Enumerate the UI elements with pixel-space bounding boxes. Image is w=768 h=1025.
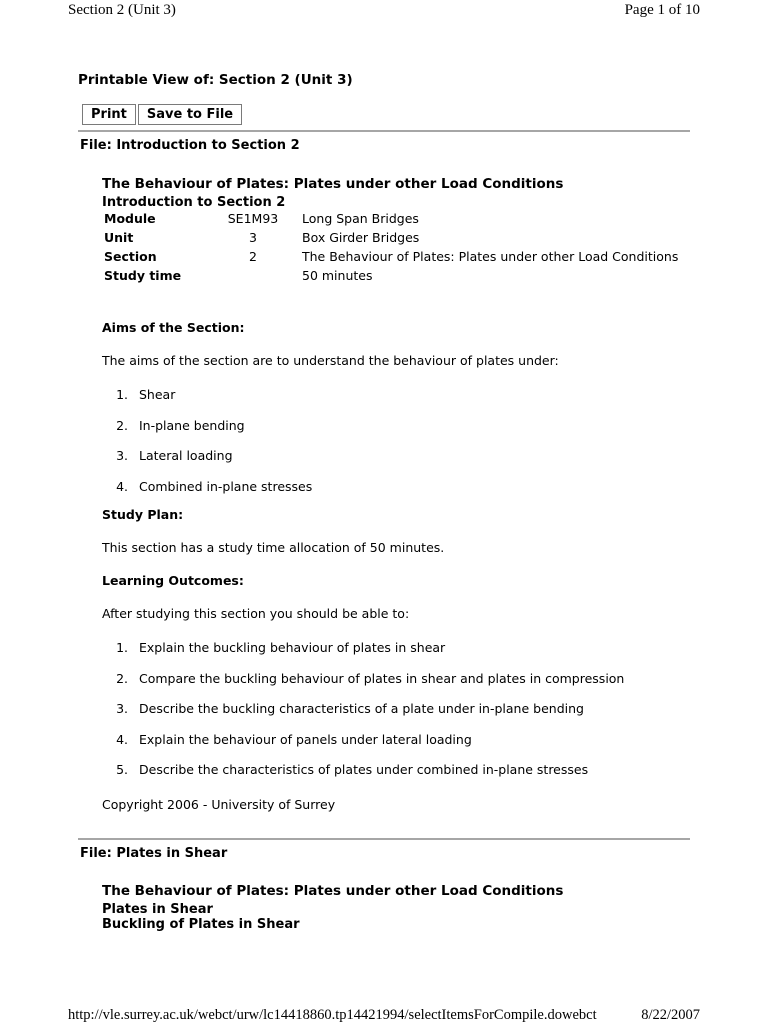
print-header-title: Section 2 (Unit 3)	[68, 2, 176, 18]
print-header	[68, 0, 700, 20]
print-button[interactable]: Print	[82, 104, 136, 125]
list-text: Lateral loading	[139, 448, 233, 463]
list-number: 2.	[116, 417, 128, 433]
file-intro-content	[102, 176, 702, 287]
study-plan-heading: Study Plan:	[102, 507, 184, 522]
document-subtitle: Plates in Shear	[102, 902, 213, 917]
meta-code: 2	[249, 249, 257, 264]
divider	[78, 130, 690, 132]
learning-outcomes-list	[102, 640, 702, 793]
action-buttons	[82, 103, 244, 125]
meta-code: 3	[249, 230, 257, 245]
meta-value: Long Span Bridges	[302, 211, 419, 226]
list-text: Combined in-plane stresses	[139, 478, 313, 494]
meta-code: SE1M93	[227, 211, 279, 226]
list-text: Shear	[139, 387, 176, 402]
print-footer-url: http://vle.surrey.ac.uk/webct/urw/lc14418860.tp14421994/selectItemsForCompile.dowebct	[68, 1007, 597, 1023]
list-text: Describe the characteristics of plates under combined in-plane stresses	[139, 762, 589, 777]
module-info-table	[104, 211, 678, 287]
meta-key: Module	[104, 211, 156, 226]
document-subheading: Buckling of Plates in Shear	[102, 917, 300, 932]
meta-value: 50 minutes	[302, 268, 373, 283]
file-shear-content	[102, 883, 702, 932]
list-item	[102, 701, 702, 720]
meta-code	[208, 268, 298, 287]
document-subtitle: Introduction to Section 2	[102, 195, 286, 210]
meta-key: Section	[104, 249, 157, 264]
list-text: Explain the behaviour of panels under lateral loading	[139, 731, 472, 747]
list-text: Describe the buckling characteristics of a plate under in-plane bending	[139, 701, 584, 716]
list-item	[102, 479, 702, 498]
file-label-plates-in-shear: File: Plates in Shear	[80, 846, 228, 861]
print-footer	[68, 1005, 700, 1025]
list-number: 3.	[116, 448, 128, 463]
list-number: 1.	[116, 640, 128, 655]
table-row	[104, 268, 678, 287]
save-to-file-button[interactable]: Save to File	[138, 104, 242, 125]
print-header-page-count: Page 1 of 10	[624, 2, 700, 18]
list-item	[102, 387, 702, 406]
list-number: 2.	[116, 670, 128, 686]
list-item	[102, 732, 702, 751]
meta-key: Unit	[104, 230, 134, 245]
list-item	[102, 418, 702, 437]
print-footer-date: 8/22/2007	[641, 1007, 700, 1023]
meta-value: The Behaviour of Plates: Plates under other Load Conditions	[302, 249, 679, 264]
table-row	[104, 230, 678, 249]
aims-heading: Aims of the Section:	[102, 320, 245, 335]
list-number: 3.	[116, 701, 128, 716]
list-number: 4.	[116, 478, 128, 494]
list-item	[102, 640, 702, 659]
list-number: 1.	[116, 387, 128, 402]
list-item	[102, 762, 702, 781]
document-title: The Behaviour of Plates: Plates under other Load Conditions	[102, 883, 564, 899]
list-number: 4.	[116, 731, 128, 747]
list-item	[102, 448, 702, 467]
meta-key: Study time	[104, 268, 182, 283]
list-text: In-plane bending	[139, 417, 245, 433]
page-title: Printable View of: Section 2 (Unit 3)	[78, 72, 353, 88]
list-text: Compare the buckling behaviour of plates in shear and plates in compression	[139, 670, 625, 686]
document-title: The Behaviour of Plates: Plates under other Load Conditions	[102, 176, 564, 192]
list-text: Explain the buckling behaviour of plates in shear	[139, 640, 446, 655]
table-row	[104, 211, 678, 230]
table-row	[104, 249, 678, 268]
aims-intro: The aims of the section are to understand the behaviour of plates under:	[102, 353, 559, 368]
list-number: 5.	[116, 762, 128, 777]
list-item	[102, 671, 702, 690]
learning-outcomes-heading: Learning Outcomes:	[102, 573, 244, 588]
copyright-notice: Copyright 2006 - University of Surrey	[102, 797, 336, 812]
file-label-intro: File: Introduction to Section 2	[80, 138, 300, 153]
learning-outcomes-intro: After studying this section you should be able to:	[102, 606, 410, 621]
aims-list	[102, 387, 702, 509]
divider	[78, 838, 690, 840]
meta-value: Box Girder Bridges	[302, 230, 420, 245]
study-plan-text: This section has a study time allocation of 50 minutes.	[102, 540, 445, 555]
